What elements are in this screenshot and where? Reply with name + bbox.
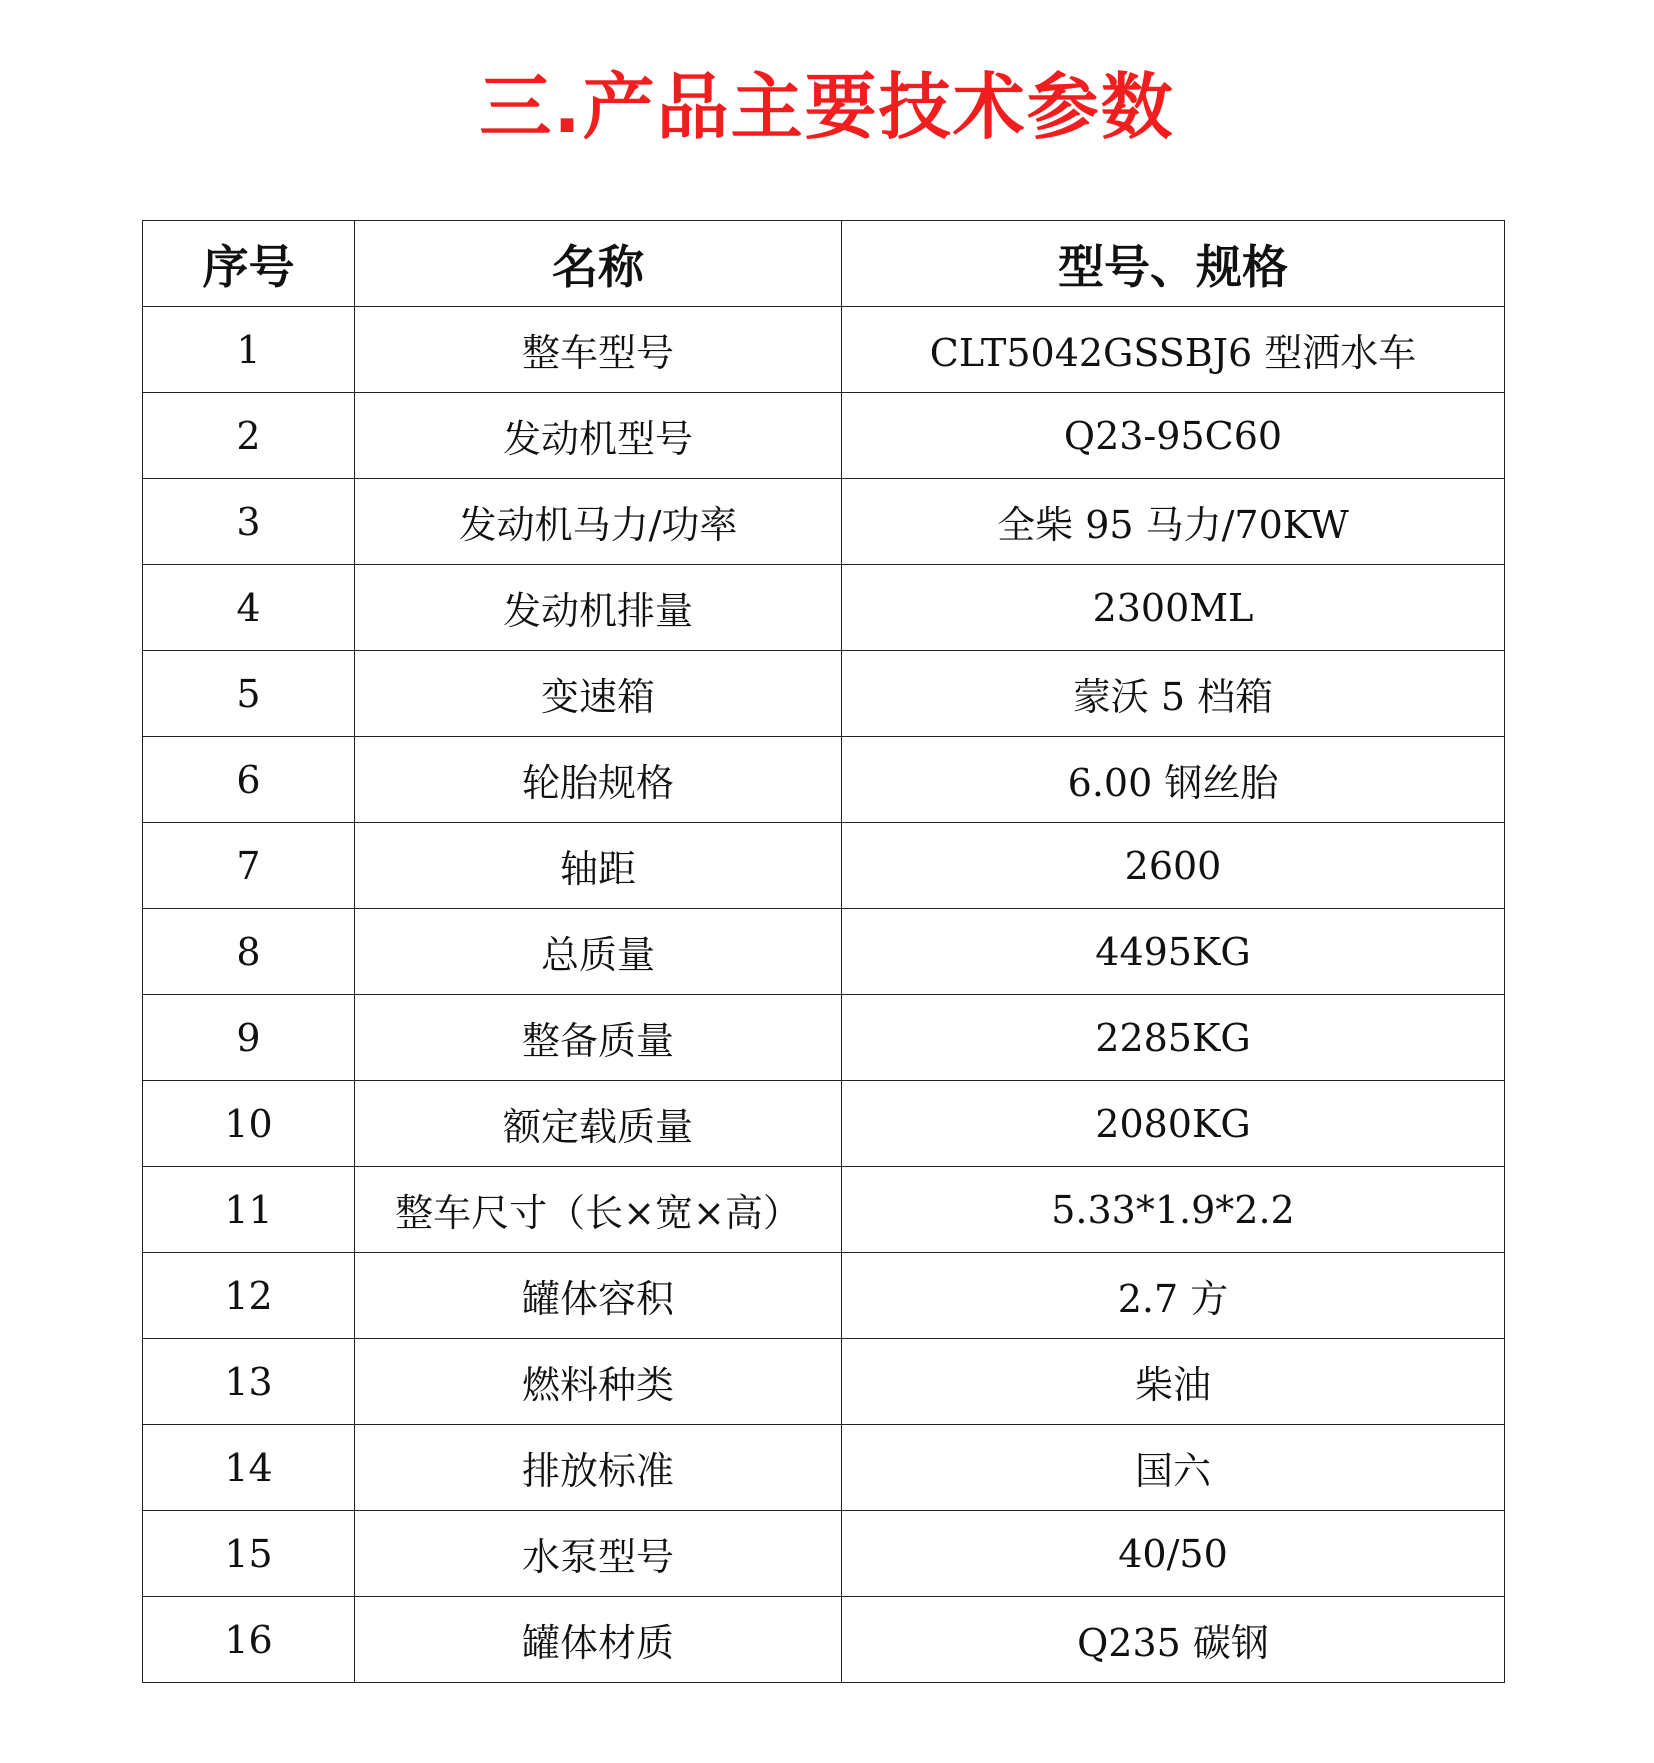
table-row bbox=[143, 651, 1505, 737]
cell-index: 13 bbox=[143, 1339, 355, 1425]
table-row bbox=[143, 1597, 1505, 1683]
cell-index: 4 bbox=[143, 565, 355, 651]
cell-index: 7 bbox=[143, 823, 355, 909]
cell-name: 发动机排量 bbox=[355, 565, 842, 651]
table-header-row bbox=[143, 221, 1505, 307]
table-row bbox=[143, 307, 1505, 393]
cell-index: 5 bbox=[143, 651, 355, 737]
table-row bbox=[143, 1081, 1505, 1167]
cell-index: 3 bbox=[143, 479, 355, 565]
table-row bbox=[143, 393, 1505, 479]
cell-index: 14 bbox=[143, 1425, 355, 1511]
table-row bbox=[143, 823, 1505, 909]
cell-name: 燃料种类 bbox=[355, 1339, 842, 1425]
cell-spec: 蒙沃 5 档箱 bbox=[842, 651, 1505, 737]
cell-name: 变速箱 bbox=[355, 651, 842, 737]
cell-spec: 全柴 95 马力/70KW bbox=[842, 479, 1505, 565]
cell-spec: Q23-95C60 bbox=[842, 393, 1505, 479]
table-row bbox=[143, 995, 1505, 1081]
table-row bbox=[143, 565, 1505, 651]
table-row bbox=[143, 1253, 1505, 1339]
header-name: 名称 bbox=[355, 221, 842, 307]
cell-index: 16 bbox=[143, 1597, 355, 1683]
cell-spec: 4495KG bbox=[842, 909, 1505, 995]
spec-table bbox=[142, 220, 1505, 1683]
cell-spec: 2600 bbox=[842, 823, 1505, 909]
cell-index: 11 bbox=[143, 1167, 355, 1253]
cell-name: 整备质量 bbox=[355, 995, 842, 1081]
cell-name: 总质量 bbox=[355, 909, 842, 995]
table-row bbox=[143, 1167, 1505, 1253]
cell-name: 罐体容积 bbox=[355, 1253, 842, 1339]
cell-index: 1 bbox=[143, 307, 355, 393]
table-row bbox=[143, 1425, 1505, 1511]
cell-index: 9 bbox=[143, 995, 355, 1081]
cell-spec: 2080KG bbox=[842, 1081, 1505, 1167]
cell-index: 8 bbox=[143, 909, 355, 995]
cell-name: 排放标准 bbox=[355, 1425, 842, 1511]
table-body bbox=[143, 307, 1505, 1683]
table-row bbox=[143, 1511, 1505, 1597]
page-title: 三.产品主要技术参数 bbox=[479, 65, 1175, 149]
cell-spec: 6.00 钢丝胎 bbox=[842, 737, 1505, 823]
cell-spec: 2.7 方 bbox=[842, 1253, 1505, 1339]
cell-name: 整车尺寸（长×宽×高） bbox=[355, 1167, 842, 1253]
cell-spec: 2300ML bbox=[842, 565, 1505, 651]
cell-spec: 柴油 bbox=[842, 1339, 1505, 1425]
cell-name: 额定载质量 bbox=[355, 1081, 842, 1167]
table-row bbox=[143, 909, 1505, 995]
cell-name: 整车型号 bbox=[355, 307, 842, 393]
cell-name: 罐体材质 bbox=[355, 1597, 842, 1683]
cell-name: 发动机马力/功率 bbox=[355, 479, 842, 565]
table-row bbox=[143, 737, 1505, 823]
cell-index: 2 bbox=[143, 393, 355, 479]
cell-index: 15 bbox=[143, 1511, 355, 1597]
cell-index: 10 bbox=[143, 1081, 355, 1167]
cell-spec: 国六 bbox=[842, 1425, 1505, 1511]
cell-spec: Q235 碳钢 bbox=[842, 1597, 1505, 1683]
cell-spec: 40/50 bbox=[842, 1511, 1505, 1597]
cell-name: 轮胎规格 bbox=[355, 737, 842, 823]
cell-index: 6 bbox=[143, 737, 355, 823]
cell-spec: CLT5042GSSBJ6 型洒水车 bbox=[842, 307, 1505, 393]
cell-spec: 5.33*1.9*2.2 bbox=[842, 1167, 1505, 1253]
cell-name: 发动机型号 bbox=[355, 393, 842, 479]
cell-index: 12 bbox=[143, 1253, 355, 1339]
cell-name: 轴距 bbox=[355, 823, 842, 909]
cell-name: 水泵型号 bbox=[355, 1511, 842, 1597]
header-spec: 型号、规格 bbox=[842, 221, 1505, 307]
table-row bbox=[143, 1339, 1505, 1425]
cell-spec: 2285KG bbox=[842, 995, 1505, 1081]
table-row bbox=[143, 479, 1505, 565]
header-index: 序号 bbox=[143, 221, 355, 307]
